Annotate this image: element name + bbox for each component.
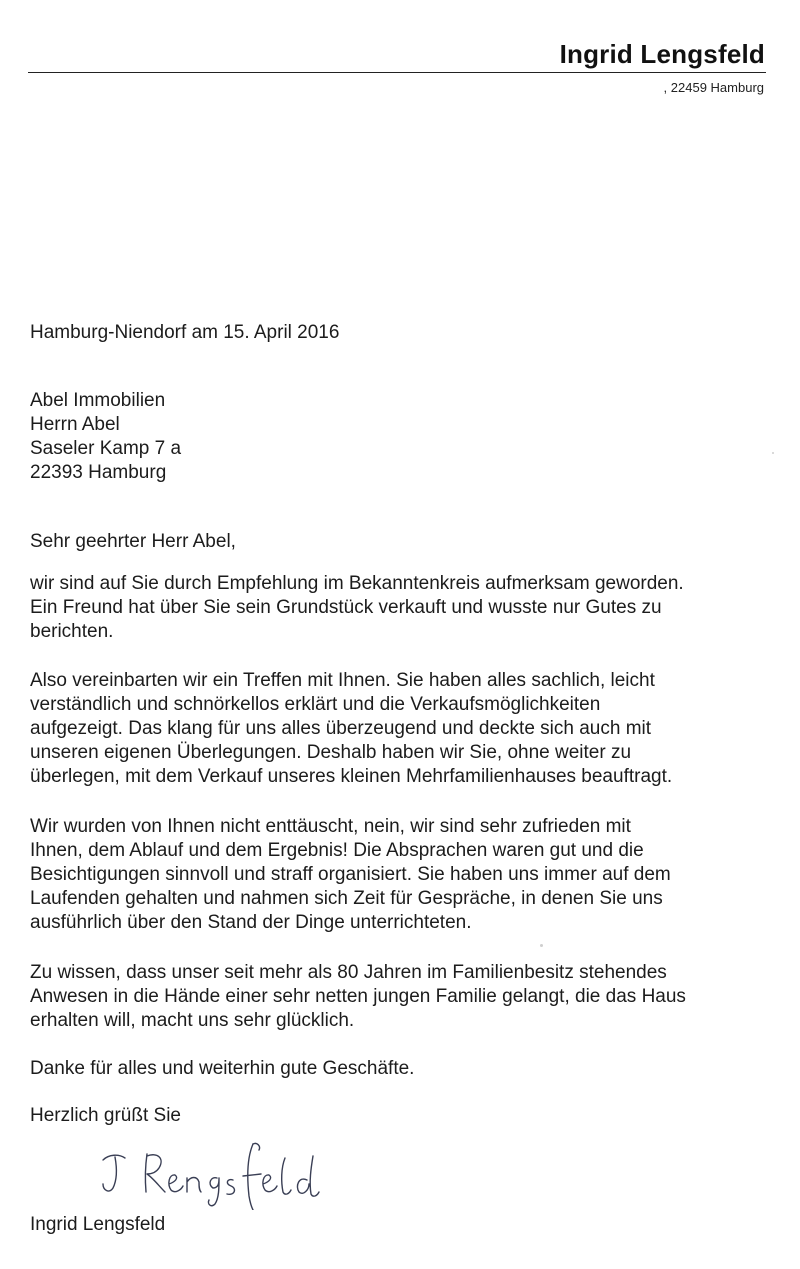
paragraph-line: Ein Freund hat über Sie sein Grundstück verkauft und wusste nur Gutes zu [30,597,662,618]
signer-name: Ingrid Lengsfeld [30,1214,166,1235]
body-paragraph [30,1057,414,1081]
body-paragraph [30,669,672,789]
paragraph-line: Zu wissen, dass unser seit mehr als 80 Jahren im Familienbesitz stehendes [30,962,667,983]
paragraph-line: wir sind auf Sie durch Empfehlung im Bekanntenkreis aufmerksam geworden. [30,573,684,594]
recipient-line: Abel Immobilien [30,390,166,411]
recipient-address [30,389,181,485]
paragraph-line: berichten. [30,621,114,642]
scan-speck [540,944,543,947]
recipient-line: Saseler Kamp 7 a [30,438,182,459]
paragraph-line: Wir wurden von Ihnen nicht enttäuscht, nein, wir sind sehr zufrieden mit [30,816,631,837]
paragraph-line: ausführlich über den Stand der Dinge unterrichteten. [30,912,472,933]
paragraph-line: unseren eigenen Überlegungen. Deshalb haben wir Sie, ohne weiter zu [30,742,632,763]
salutation: Sehr geehrter Herr Abel, [30,531,236,552]
paragraph-line: Anwesen in die Hände einer sehr netten jungen Familie gelangt, die das Haus [30,986,686,1007]
paragraph-line: Besichtigungen sinnvoll und straff organisiert. Sie haben uns immer auf dem [30,864,671,885]
paragraph-line: Danke für alles und weiterhin gute Geschäfte. [30,1058,415,1079]
handwritten-signature [95,1138,335,1210]
closing-phrase: Herzlich grüßt Sie [30,1105,181,1126]
paragraph-line: Ihnen, dem Ablauf und dem Ergebnis! Die Absprachen waren gut und die [30,840,644,861]
paragraph-line: erhalten will, macht uns sehr glücklich. [30,1010,355,1031]
place-date: Hamburg-Niendorf am 15. April 2016 [30,322,340,343]
paragraph-line: aufgezeigt. Das klang für uns alles überzeugend und deckte sich auch mit [30,718,652,739]
letterhead-address: , 22459 Hamburg [663,80,764,95]
paragraph-line: verständlich und schnörkellos erklärt und die Verkaufsmöglichkeiten [30,694,601,715]
body-paragraph [30,572,684,644]
letterhead-divider [28,72,766,73]
scan-speck [772,452,774,454]
paragraph-line: Also vereinbarten wir ein Treffen mit Ihnen. Sie haben alles sachlich, leicht [30,670,655,691]
paragraph-line: überlegen, mit dem Verkauf unseres kleinen Mehrfamilienhauses beauftragt. [30,766,673,787]
body-paragraph [30,815,671,935]
paragraph-line: Laufenden gehalten und nahmen sich Zeit für Gespräche, in denen Sie uns [30,888,663,909]
body-paragraph [30,961,686,1033]
recipient-line: Herrn Abel [30,414,120,435]
recipient-line: 22393 Hamburg [30,462,167,483]
letterhead-name: Ingrid Lengsfeld [559,39,765,69]
